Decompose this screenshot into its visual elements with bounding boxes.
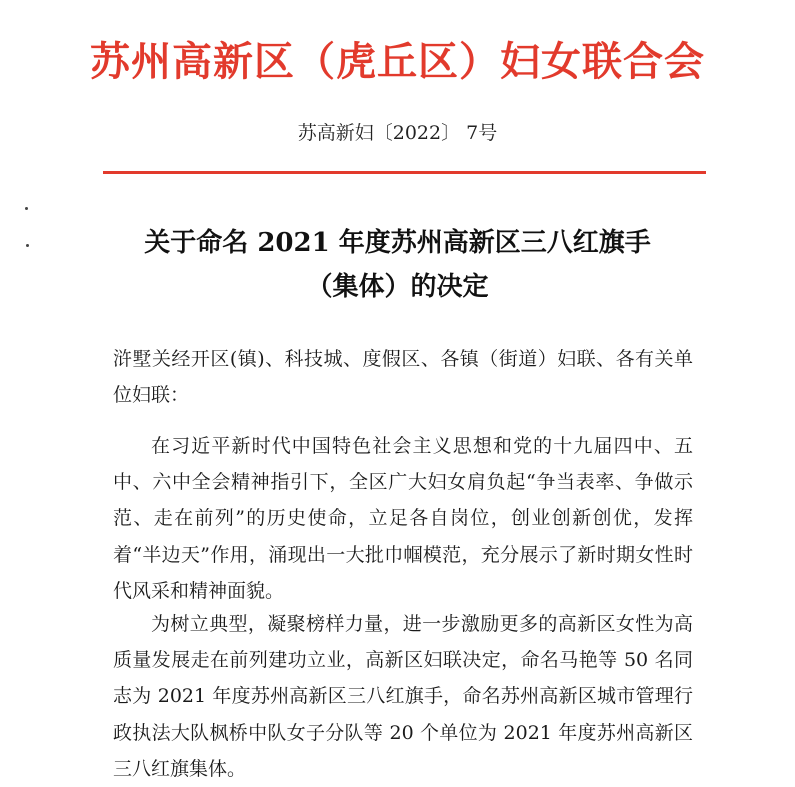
scan-mark <box>25 207 28 210</box>
body-paragraph-1: 在习近平新时代中国特色社会主义思想和党的十九届四中、五中、六中全会精神指引下，全区广大妇女肩负起“争当表率、争做示范、走在前列”的历史使命，立足各自岗位，创业创新创优，发挥着“半边天”作用，涌现出一大批巾帼模范，充分展示了新时期女性时代风采和精神面貌。 <box>113 435 693 602</box>
org-header-title: 苏州高新区（虎丘区）妇女联合会 <box>90 38 705 85</box>
document-title-line-1: 关于命名 2021 年度苏州高新区三八红旗手 <box>144 228 651 258</box>
document-number: 苏高新妇〔2022〕 7号 <box>297 122 498 144</box>
body-paragraph-2: 为树立典型，凝聚榜样力量，进一步激励更多的高新区女性为高质量发展走在前列建功立业，高新区妇联决定，命名马艳等 50 名同志为 2021 年度苏州高新区三八红旗手，命名苏州高新区城市管理行政执法大队枫桥中队女子分队等 20 个单位为 2021 年度苏州高新区三八红旗集体。 <box>113 613 693 780</box>
addressee-paragraph: 浒墅关经开区(镇)、科技城、度假区、各镇（街道）妇联、各有关单位妇联： <box>113 348 693 407</box>
red-divider-line <box>103 171 706 174</box>
document-title-line-2: （集体）的决定 <box>306 272 489 302</box>
